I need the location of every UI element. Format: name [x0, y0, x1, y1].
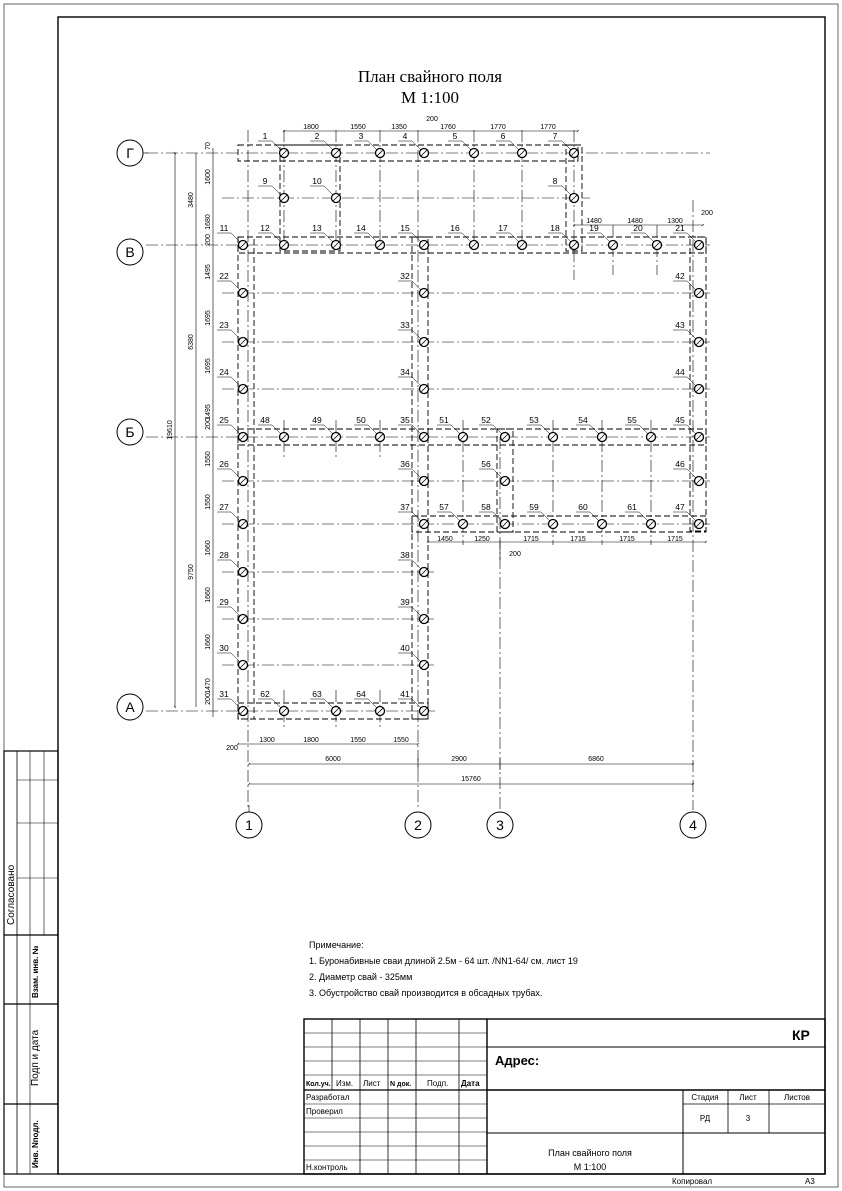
- pile-number: 38: [400, 550, 410, 560]
- pile-leader: [412, 233, 421, 242]
- pile-number: 30: [219, 643, 229, 653]
- stamp-role: Н.контроль: [306, 1163, 348, 1172]
- dim-bottom-axes: 6860: [588, 756, 604, 763]
- pile-leader: [272, 699, 281, 708]
- pile: [398, 550, 429, 577]
- pile: [673, 223, 704, 250]
- pile-number: 10: [312, 176, 322, 186]
- pile-number: 41: [400, 689, 410, 699]
- pile-number: 14: [356, 223, 366, 233]
- pile-number: 6: [500, 131, 506, 141]
- pile-number: 23: [219, 320, 229, 330]
- dim-mid: 1715: [667, 536, 683, 543]
- pile-number: 5: [452, 131, 458, 141]
- side-inv-replace: Взам. инв. №: [31, 945, 40, 998]
- pile-number: 12: [260, 223, 270, 233]
- pile-number: 52: [481, 415, 491, 425]
- pile-number: 33: [400, 320, 410, 330]
- notes: [309, 940, 578, 998]
- pile: [479, 415, 510, 442]
- pile-number: 18: [550, 223, 560, 233]
- dim-left: 1680: [205, 214, 212, 230]
- pile-leader: [412, 699, 421, 708]
- stamp-address: Адрес:: [495, 1053, 540, 1068]
- pile-leader: [493, 512, 502, 521]
- pile: [217, 271, 248, 298]
- pile-leader: [590, 425, 599, 434]
- stamp-role: Разработал: [306, 1093, 350, 1102]
- dim-bottom-axes: 2900: [451, 756, 467, 763]
- pile-leader: [231, 233, 240, 242]
- pile-leader: [324, 425, 333, 434]
- pile: [673, 367, 704, 394]
- pile-number: 49: [312, 415, 322, 425]
- pile-leader: [272, 425, 281, 434]
- pile-leader: [412, 512, 421, 521]
- dim-top: 1770: [490, 124, 506, 131]
- dim-left: 1660: [205, 540, 212, 556]
- pile-leader: [541, 425, 550, 434]
- pile-number: 57: [439, 502, 449, 512]
- dim-right-top: 200: [701, 210, 713, 217]
- pile-number: 4: [402, 131, 408, 141]
- pile-number: 25: [219, 415, 229, 425]
- dim-mid: 200: [509, 551, 521, 558]
- stamp-col-header: Подп.: [427, 1079, 449, 1088]
- pile-leader: [324, 186, 333, 195]
- pile-number: 29: [219, 597, 229, 607]
- stamp-col-header: Изм.: [336, 1079, 354, 1088]
- pile: [217, 459, 248, 486]
- dim-bottom: 1300: [259, 737, 275, 744]
- dim-left: 1660: [205, 587, 212, 603]
- pile-leader: [462, 141, 471, 150]
- pile: [673, 502, 704, 529]
- pile-number: 51: [439, 415, 449, 425]
- pile-number: 64: [356, 689, 366, 699]
- pile-leader: [368, 699, 377, 708]
- pile: [217, 367, 248, 394]
- pile-leader: [562, 186, 571, 195]
- pile: [217, 689, 248, 716]
- stamp-format: А3: [805, 1177, 815, 1186]
- pile: [398, 415, 429, 442]
- stamp-stage-header: Стадия: [691, 1093, 719, 1102]
- pile: [673, 271, 704, 298]
- pile: [398, 223, 429, 250]
- dim-left: 200: [205, 418, 212, 430]
- pile: [217, 415, 248, 442]
- dim-left: 1495: [205, 264, 212, 280]
- note-item: 2. Диаметр свай - 325мм: [309, 972, 413, 982]
- pile-number: 7: [552, 131, 558, 141]
- pile: [217, 502, 248, 529]
- pile-leader: [412, 330, 421, 339]
- pile: [398, 131, 429, 158]
- pile-leader: [493, 425, 502, 434]
- pile-number: 24: [219, 367, 229, 377]
- stamp-sheet-title: План свайного поля: [548, 1148, 632, 1158]
- pile-number: 58: [481, 502, 491, 512]
- pile-number: 44: [675, 367, 685, 377]
- side-sign-date: Подп и дата: [30, 1029, 41, 1086]
- pile: [217, 643, 248, 670]
- pile-leader: [687, 425, 696, 434]
- dim-bottom: 1550: [350, 737, 366, 744]
- dim-left: 1550: [205, 451, 212, 467]
- dim-left-outer: 3480: [188, 192, 195, 208]
- pile: [673, 320, 704, 347]
- pile: [398, 597, 429, 624]
- pile-leader: [231, 607, 240, 616]
- inner-frame: [58, 17, 825, 1174]
- pile-number: 60: [578, 502, 588, 512]
- pile: [398, 271, 429, 298]
- dim-top: 1350: [391, 124, 407, 131]
- pile-leader: [645, 233, 654, 242]
- pile: [398, 459, 429, 486]
- pile-number: 28: [219, 550, 229, 560]
- pile-number: 39: [400, 597, 410, 607]
- pile-number: 20: [633, 223, 643, 233]
- stamp-col-header: Дата: [461, 1079, 480, 1088]
- pile-number: 43: [675, 320, 685, 330]
- pile-number: 26: [219, 459, 229, 469]
- dim-right-top: 1480: [586, 218, 602, 225]
- pile-number: 40: [400, 643, 410, 653]
- pile-leader: [412, 281, 421, 290]
- pile-leader: [231, 699, 240, 708]
- pile-leader: [510, 233, 519, 242]
- axis-label-4: 4: [689, 817, 697, 833]
- stamp-stage-header: Лист: [739, 1093, 757, 1102]
- pile-number: 47: [675, 502, 685, 512]
- pile: [398, 643, 429, 670]
- pile-leader: [412, 469, 421, 478]
- pile-number: 45: [675, 415, 685, 425]
- pile-number: 61: [627, 502, 637, 512]
- dim-left-outer: 6380: [188, 334, 195, 350]
- dimension-texts-left: [167, 142, 212, 705]
- axis-label-2: 2: [414, 817, 422, 833]
- dim-right-top: 1300: [667, 218, 683, 225]
- pile: [398, 689, 429, 716]
- dim-left-outer: 9750: [188, 564, 195, 580]
- dim-left: 1695: [205, 310, 212, 326]
- pile-number: 16: [450, 223, 460, 233]
- pile-leader: [451, 425, 460, 434]
- pile-number: 46: [675, 459, 685, 469]
- pile-number: 9: [262, 176, 268, 186]
- dim-right-top: 1480: [627, 218, 643, 225]
- stamp-col-header: Кол.уч.: [306, 1081, 331, 1088]
- dim-bottom: 1550: [393, 737, 409, 744]
- drawing-title: План свайного поля: [357, 67, 503, 86]
- dim-mid: 1715: [619, 536, 635, 543]
- dim-left: 1695: [205, 358, 212, 374]
- pile: [217, 223, 248, 250]
- pile-number: 15: [400, 223, 410, 233]
- dim-left: 1470: [205, 678, 212, 694]
- pile-number: 31: [219, 689, 229, 699]
- pile-leader: [687, 330, 696, 339]
- pile-leader: [412, 653, 421, 662]
- pile-number: 21: [675, 223, 685, 233]
- notes-header: Примечание:: [309, 940, 364, 950]
- stamp-role: Проверил: [306, 1107, 343, 1116]
- pile-number: 54: [578, 415, 588, 425]
- pile-leader: [231, 653, 240, 662]
- dim-top: 1760: [440, 124, 456, 131]
- pile-number: 42: [675, 271, 685, 281]
- pile: [479, 459, 510, 486]
- pile-leader: [231, 281, 240, 290]
- dim-left: 1660: [205, 634, 212, 650]
- dimension-lines: [175, 131, 706, 784]
- pile-leader: [639, 512, 648, 521]
- dim-mid: 1715: [523, 536, 539, 543]
- dim-mid: 1250: [474, 536, 490, 543]
- axis-label-3: 3: [496, 817, 504, 833]
- pile-leader: [231, 512, 240, 521]
- pile-leader: [324, 233, 333, 242]
- pile-number: 59: [529, 502, 539, 512]
- axis-label-v: В: [125, 244, 135, 260]
- stamp-code: КР: [792, 1027, 810, 1043]
- pile-number: 32: [400, 271, 410, 281]
- pile-number: 55: [627, 415, 637, 425]
- pile: [673, 415, 704, 442]
- pile: [217, 597, 248, 624]
- pile-leader: [231, 377, 240, 386]
- pile-number: 2: [314, 131, 320, 141]
- note-item: 3. Обустройство свай производится в обсадных трубах.: [309, 988, 543, 998]
- pile-leader: [510, 141, 519, 150]
- pile-number: 11: [219, 223, 229, 233]
- pile-number: 13: [312, 223, 322, 233]
- pile-leader: [231, 560, 240, 569]
- pile-leader: [272, 141, 281, 150]
- pile-leader: [541, 512, 550, 521]
- pile-leader: [368, 141, 377, 150]
- stamp-copied: Копировал: [672, 1177, 713, 1186]
- pile-leader: [639, 425, 648, 434]
- side-inv-orig: Инв. Nподл.: [31, 1120, 40, 1168]
- pile-number: 19: [589, 223, 599, 233]
- pile-number: 63: [312, 689, 322, 699]
- dimension-texts: [226, 116, 713, 783]
- pile: [673, 459, 704, 486]
- dim-left: 70: [205, 142, 212, 150]
- dim-left: 200: [205, 693, 212, 705]
- pile-number: 35: [400, 415, 410, 425]
- stamp-sheet: 3: [745, 1114, 751, 1123]
- pile: [398, 320, 429, 347]
- pile-leader: [412, 560, 421, 569]
- pile-leader: [324, 699, 333, 708]
- pile-leader: [451, 512, 460, 521]
- pile-number: 62: [260, 689, 270, 699]
- dim-top: 1770: [540, 124, 556, 131]
- side-agreed: Согласовано: [6, 864, 17, 925]
- dim-bottom-total: 15760: [461, 776, 481, 783]
- pile-number: 50: [356, 415, 366, 425]
- pile-leader: [687, 469, 696, 478]
- pile-number: 3: [358, 131, 364, 141]
- drawing-scale: М 1:100: [400, 88, 460, 107]
- pile-number: 56: [481, 459, 491, 469]
- pile-leader: [368, 233, 377, 242]
- pile: [479, 502, 510, 529]
- pile-number: 27: [219, 502, 229, 512]
- pile: [398, 502, 429, 529]
- dim-mid: 1450: [437, 536, 453, 543]
- pile-number: 36: [400, 459, 410, 469]
- dim-left: 1550: [205, 494, 212, 510]
- pile-leader: [324, 141, 333, 150]
- dim-bottom: 200: [226, 745, 238, 752]
- dim-left: 1600: [205, 169, 212, 185]
- dim-mid: 1715: [570, 536, 586, 543]
- stamp-col-header: N док.: [390, 1081, 412, 1088]
- pile: [398, 367, 429, 394]
- pile-leader: [687, 377, 696, 386]
- pile-leader: [562, 233, 571, 242]
- pile-number: 48: [260, 415, 270, 425]
- pile-leader: [590, 512, 599, 521]
- dim-left-total: 19610: [167, 420, 174, 440]
- pile-number: 1: [262, 131, 268, 141]
- pile-number: 53: [529, 415, 539, 425]
- pile-number: 22: [219, 271, 229, 281]
- stamp-col-header: Лист: [363, 1079, 381, 1088]
- pile-leader: [368, 425, 377, 434]
- pile-leader: [412, 377, 421, 386]
- axis-label-g: Г: [126, 145, 134, 161]
- pile-leader: [493, 469, 502, 478]
- dim-top: 1800: [303, 124, 319, 131]
- stamp-stage: РД: [699, 1114, 711, 1123]
- pile-leader: [601, 233, 610, 242]
- pile-leader: [231, 469, 240, 478]
- pile: [217, 550, 248, 577]
- note-item: 1. Буронабивные сваи длиной 2.5м - 64 шт. /NN1-64/ см. лист 19: [309, 956, 578, 966]
- axis-label-a: А: [125, 699, 135, 715]
- pile-leader: [412, 425, 421, 434]
- stamp-sheet-scale: М 1:100: [573, 1162, 607, 1172]
- dim-bottom-axes: 6000: [325, 756, 341, 763]
- pile-leader: [462, 233, 471, 242]
- pile: [217, 320, 248, 347]
- dim-top: 1550: [350, 124, 366, 131]
- dim-top: 200: [426, 116, 438, 123]
- stamp-stage-header: Листов: [784, 1093, 810, 1102]
- dim-left: 200: [205, 234, 212, 246]
- pile-leader: [231, 330, 240, 339]
- pile-number: 17: [498, 223, 508, 233]
- pile-leader: [231, 425, 240, 434]
- pile-leader: [562, 141, 571, 150]
- pile-number: 34: [400, 367, 410, 377]
- pile-leader: [687, 512, 696, 521]
- pile-number: 8: [552, 176, 558, 186]
- pile-leader: [687, 233, 696, 242]
- outer-frame: [4, 4, 838, 1187]
- axis-label-1: 1: [245, 817, 253, 833]
- dim-bottom: 1800: [303, 737, 319, 744]
- axis-label-b: Б: [125, 424, 135, 440]
- pile-leader: [412, 141, 421, 150]
- pile-leader: [412, 607, 421, 616]
- pile-number: 37: [400, 502, 410, 512]
- pile-leader: [687, 281, 696, 290]
- dim-left: 1495: [205, 404, 212, 420]
